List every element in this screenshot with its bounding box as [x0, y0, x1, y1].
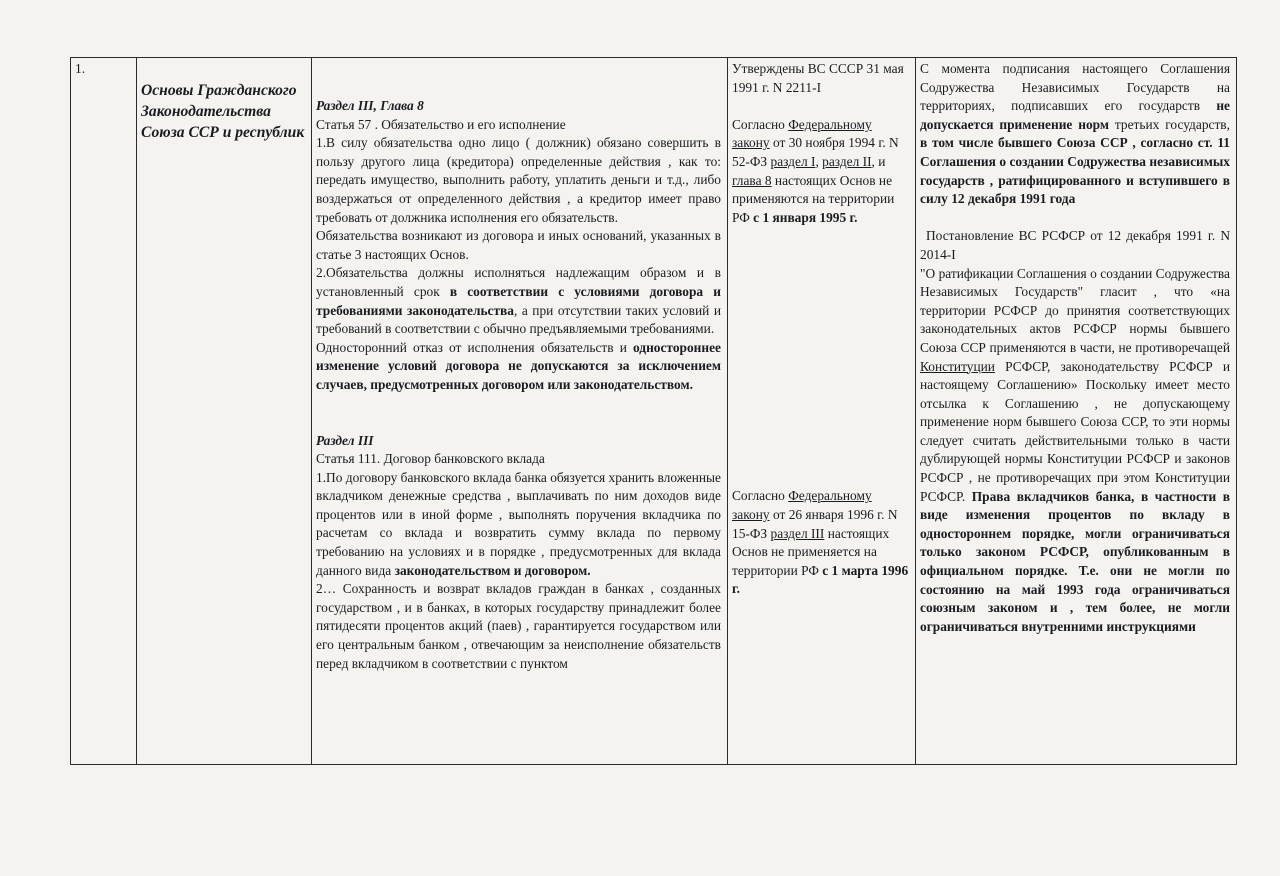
section-heading-1: Раздел III, Глава 8	[316, 98, 424, 113]
legal-comparison-table	[70, 57, 1237, 765]
article-57-paragraph-3: 2.Обязательства должны исполняться надлежащим образом и в установленный срок в соответствии с условиями договора и требованиями законодательства, а при отсутствии таких условий и требований в соответствии с обычно предъявляемыми требованиями.	[316, 265, 721, 337]
section-3-link[interactable]: раздел III	[770, 525, 825, 541]
article-57-paragraph-2: Обязательства возникают из договора и иных оснований, указанных в статье 3 настоящих Основ.	[316, 228, 721, 262]
section-2-link[interactable]: раздел II	[822, 153, 872, 169]
repeal-note-1: Согласно Федеральному закону от 30 ноября 1994 г. N 52-ФЗ раздел I, раздел II, и глава 8 настоящих Основ не применяются на территории РФ с 1 января 1995 г.	[732, 116, 899, 225]
approval-note: Утверждены ВС СССР 31 мая 1991 г. N 2211-I	[732, 61, 904, 95]
commentary-paragraph-1: С момента подписания настоящего Соглашения Содружества Независимых Государств на территориях, подписавших его государств не допускается применение норм третьих государств, в том числе бывшего Союза ССР , согласно ст. 11 Соглашения о создании Содружества независимых государств , ратифицированного и вступившего в силу 12 декабря 1991 года	[920, 61, 1230, 207]
article-111-title: Статья 111. Договор банковского вклада	[316, 451, 545, 467]
federal-law-link-2[interactable]: Федеральному закону	[732, 488, 872, 522]
section-heading-2: Раздел III	[316, 432, 374, 448]
federal-law-link-1[interactable]: Федеральному закону	[732, 116, 872, 151]
chapter-8-link[interactable]: глава 8	[732, 172, 772, 188]
article-57-title: Статья 57 . Обязательство и его исполнение	[316, 116, 566, 132]
row-number-cell	[71, 58, 137, 765]
section-1-link[interactable]: раздел I	[770, 153, 816, 169]
repeal-note-2: Согласно Федеральному закону от 26 января 1996 г. N 15-ФЗ раздел III настоящих Основ не применяется на территории РФ с 1 марта 1996 г.	[732, 488, 909, 597]
law-title-cell	[137, 58, 312, 765]
law-text-cell	[312, 58, 728, 765]
constitution-link[interactable]: Конституции	[920, 358, 995, 374]
law-title: Основы Гражданского Законодательства Союза ССР и республик	[141, 82, 305, 141]
table-row	[71, 58, 1237, 765]
commentary-paragraph-2: "О ратификации Соглашения о создании Содружества Независимых Государств" гласит , что «на территории РСФСР до принятия соответствующих законодательных актов РСФСР нормы бывшего Союза ССР применяются в части, не противоречащей Конституции РСФСР, законодательству РСФСР и настоящему Соглашению» Поскольку имеет место отсылка к Соглашению , не допускающему применение норм бывшего Союза ССР, то эти нормы следует считать действительными только в части дублирующей нормы Конституции РСФСР и законов РСФСР , не противоречащих при этом Конституции РСФСР. Права вкладчиков банка, в частности в виде изменения процентов по вкладу в одностороннем порядке, могли ограничиваться только законом РСФСР, опубликованным в официальном порядке. Т.е. они не могли по состоянию на май 1993 года ограничиваться союзным законом и , тем более, не могли ограничиваться внутренними инструкциями	[920, 265, 1230, 634]
article-57-paragraph-4: Односторонний отказ от исполнения обязательств и одностороннее изменение условий договора не допускаются за исключением случаев, предусмотренных договором или законодательством.	[316, 339, 721, 392]
resolution-reference: Постановление ВС РСФСР от 12 декабря 1991 г. N 2014-I	[920, 228, 1230, 262]
article-111-paragraph-1: 1.По договору банковского вклада банка обязуется хранить вложенные вкладчиком денежные средства , выплачивать по ним доходов виде процентов или в иной форме , выполнять поручения вкладчика по расчетам со вклада и возвратить сумму вклада по первому требованию на условиях и в порядке , предусмотренных для вклада данного вида законодательством и договором.	[316, 469, 721, 578]
status-notes-cell	[728, 58, 916, 765]
article-111-paragraph-2: 2… Сохранность и возврат вкладов граждан в банках , созданных государством , и в банках, в которых государству принадлежит более пятидесяти процентов акций (паев) , гарантируется государством или его центральным банком , отвечающим за неисполнение обязательств перед вкладчиком в соответствии с пунктом	[316, 581, 721, 671]
row-number: 1.	[75, 61, 86, 76]
article-57-paragraph-1: 1.В силу обязательства одно лицо ( должник) обязано совершить в пользу другого лица (кредитора) определенные действия , как то: передать имущество, выполнить работу, уплатить деньги и т.д., либо воздержаться от определенного действия , а кредитор имеет право требовать от должника исполнения его обязательств.	[316, 135, 721, 225]
commentary-cell	[916, 58, 1237, 765]
